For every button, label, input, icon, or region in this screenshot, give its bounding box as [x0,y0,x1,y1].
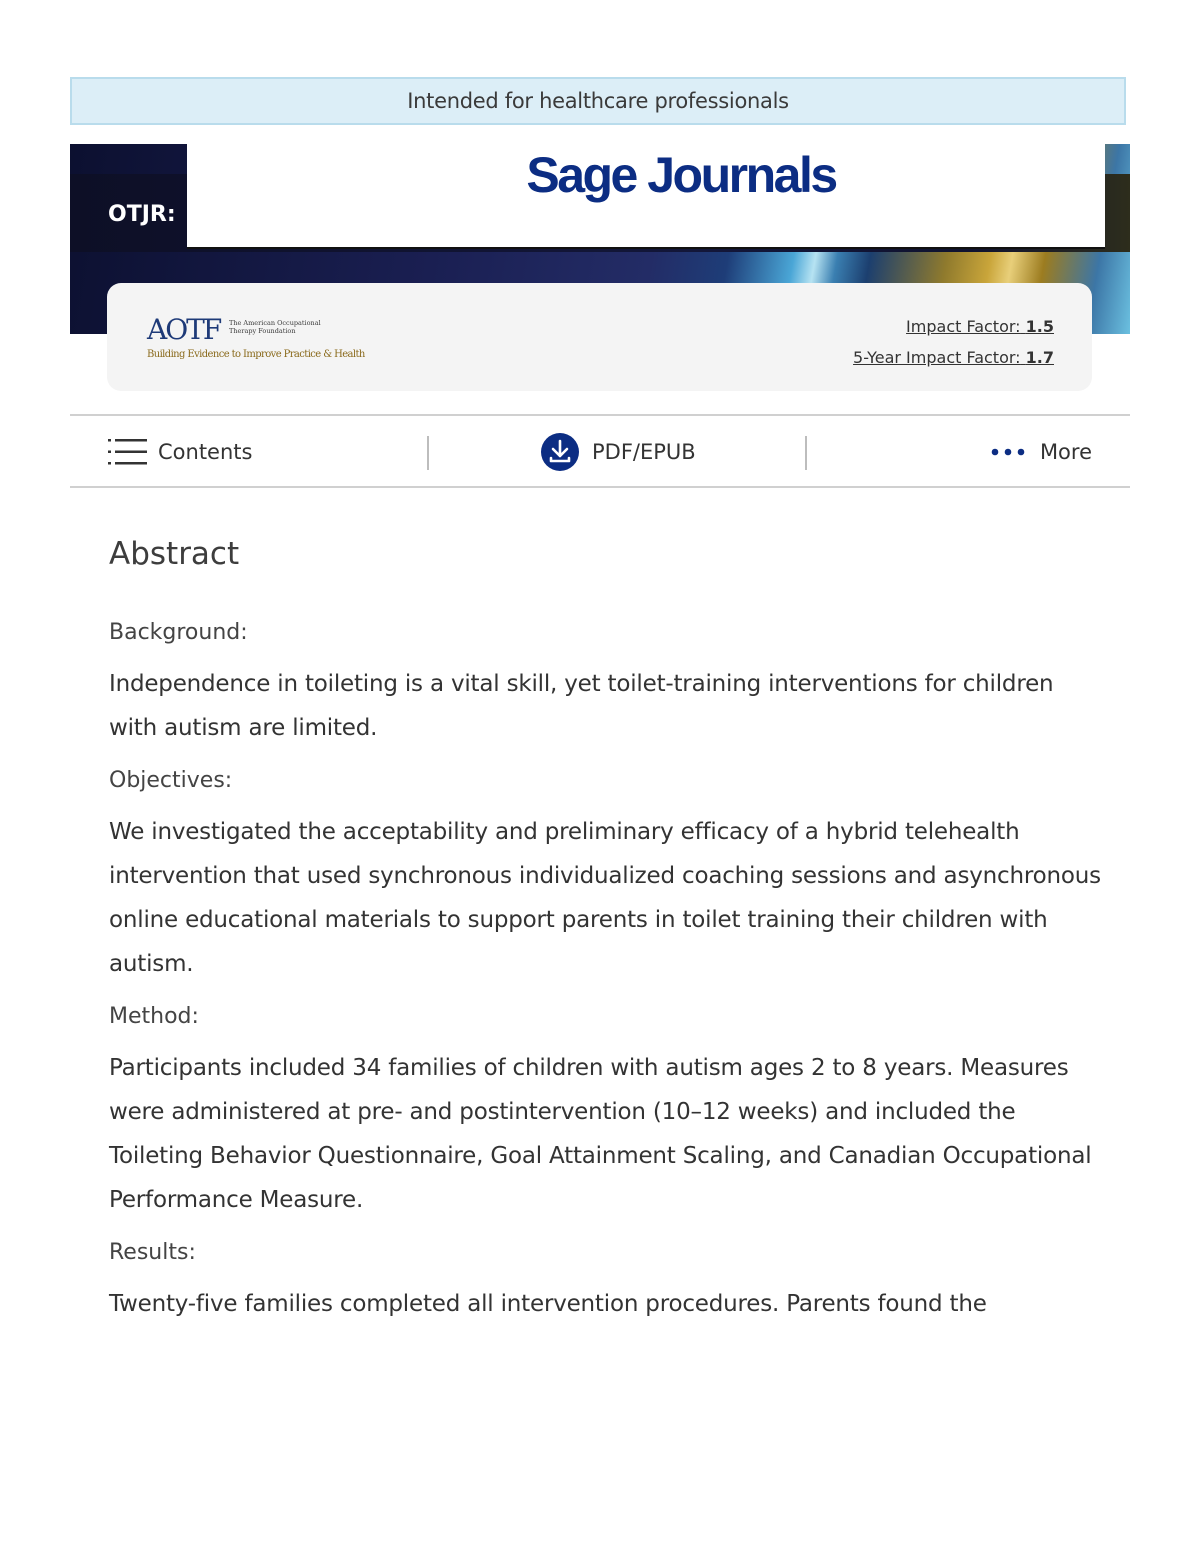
journal-info-card [107,283,1092,391]
method-label: Method: [109,1004,199,1029]
results-label: Results: [109,1240,196,1265]
results-text: Twenty-five families completed all intervention procedures. Parents found the [109,1291,987,1317]
toolbar-divider [805,436,807,470]
objectives-label: Objectives: [109,768,233,793]
contents-button[interactable] [108,416,252,488]
society-logo-letters: AOTF [147,313,221,346]
background-label: Background: [109,620,248,645]
society-logo-name: The American Occupational Therapy Foundation [229,319,321,335]
sage-journals-logo[interactable]: Sage Journals [526,147,836,203]
toolbar-divider [427,436,429,470]
more-button[interactable] [990,416,1092,488]
download-icon [540,432,580,472]
impact-factor-link[interactable]: Impact Factor: 1.5 [906,317,1054,336]
pdf-epub-button[interactable] [540,416,696,488]
pdf-epub-label: PDF/EPUB [592,440,696,464]
more-label: More [1039,440,1092,464]
society-logo-tagline: Building Evidence to Improve Practice & Health [147,349,365,360]
impact-metrics [853,311,1054,373]
background-text: Independence in toileting is a vital skill, yet toilet-training interventions for children with autism are limited. [109,671,1054,741]
article-toolbar [70,414,1130,488]
audience-notice: Intended for healthcare professionals [70,77,1126,125]
objectives-text: We investigated the acceptability and preliminary efficacy of a hybrid telehealth intervention that used synchronous individualized coaching sessions and asynchronous online educational materials to support parents in toilet training their children with autism. [109,819,1101,977]
abstract-heading: Abstract [109,536,240,572]
five-year-impact-factor-link[interactable]: 5-Year Impact Factor: 1.7 [853,348,1054,367]
society-logo[interactable] [147,313,365,363]
journal-abbreviation: OTJR: [108,202,176,227]
site-logo-box[interactable] [187,125,1105,249]
contents-label: Contents [158,440,253,464]
more-dots-icon [990,447,1026,457]
menu-icon [108,437,148,467]
method-text: Participants included 34 families of children with autism ages 2 to 8 years. Measures were administered at pre- and postintervention (10–12 weeks) and included the Toileting Behavior Questionnaire, Goal Attainment Scaling, and Canadian Occupational Performance Measure. [109,1055,1092,1213]
article-abstract [109,530,1104,1342]
